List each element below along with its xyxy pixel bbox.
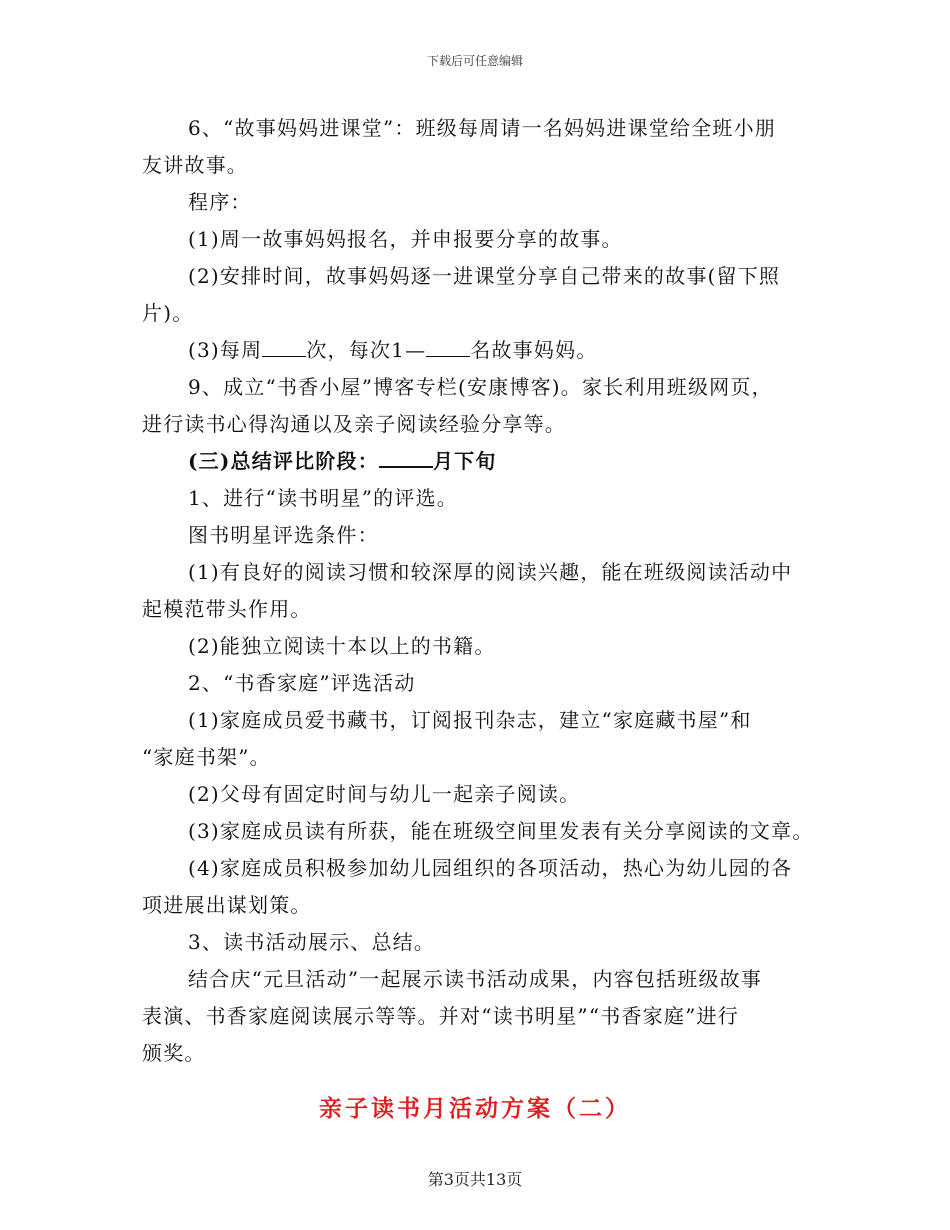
- paragraph-line: 图书明星评选条件：: [188, 523, 379, 547]
- paragraph-line: 起模范带头作用。: [142, 597, 312, 621]
- stage-heading-label: (三)总结评比阶段：: [188, 449, 379, 473]
- paragraph-line: 3、读书活动展示、总结。: [188, 930, 436, 954]
- page-number-footer: 第3页共13页: [427, 1170, 523, 1189]
- fill-in-blank: [379, 446, 433, 468]
- paragraph-line: 1、进行“读书明星”的评选。: [188, 486, 458, 510]
- paragraph-line: 表演、书香家庭阅读展示等等。并对“读书明星”“书香家庭”进行: [142, 1004, 739, 1028]
- paragraph-line: (3)家庭成员读有所获，能在班级空间里发表有关分享阅读的文章。: [188, 819, 814, 843]
- paragraph-line: (1)有良好的阅读习惯和较深厚的阅读兴趣，能在班级阅读活动中: [188, 560, 793, 584]
- page-header-note: 下载后可任意编辑: [426, 54, 523, 68]
- paragraph-line: “家庭书架”。: [142, 745, 271, 769]
- paragraph-line: 片)。: [142, 301, 194, 325]
- fill-in-blank: [426, 336, 470, 357]
- text-fragment: 名故事妈妈。: [470, 338, 598, 362]
- stage-heading: [142, 443, 807, 480]
- paragraph-line: (1)家庭成员爱书藏书，订阅报刊杂志，建立“家庭藏书屋”和: [188, 708, 752, 732]
- document-body: [142, 110, 814, 1072]
- paragraph-line: 6、“故事妈妈进课堂”：班级每周请一名妈妈进课堂给全班小朋: [188, 116, 776, 140]
- stage-heading-suffix: 月下旬: [432, 449, 497, 473]
- paragraph-line: 友讲故事。: [142, 153, 248, 177]
- text-fragment: 次，每次1—: [306, 338, 427, 362]
- paragraph-line: 进行读书心得沟通以及亲子阅读经验分享等。: [142, 412, 566, 436]
- section-title: 亲子读书月活动方案（二）: [319, 1096, 631, 1122]
- paragraph-line: (2)安排时间，故事妈妈逐一进课堂分享自己带来的故事(留下照: [188, 264, 781, 288]
- paragraph-line: (2)父母有固定时间与幼儿一起亲子阅读。: [188, 782, 581, 806]
- paragraph-line: (1)周一故事妈妈报名，并申报要分享的故事。: [188, 227, 623, 251]
- paragraph-line: 颁奖。: [142, 1041, 206, 1065]
- paragraph-line: 结合庆“元旦活动”一起展示读书活动成果，内容包括班级故事: [188, 967, 763, 991]
- paragraph-line: (2)能独立阅读十本以上的书籍。: [188, 634, 496, 658]
- paragraph-line: 程序：: [188, 190, 252, 214]
- paragraph-line: (4)家庭成员积极参加幼儿园组织的各项活动，热心为幼儿园的各: [188, 856, 793, 880]
- paragraph-line: 项进展出谋划策。: [142, 893, 312, 917]
- text-fragment: (3)每周: [188, 338, 263, 362]
- paragraph-line: 9、成立“书香小屋”博客专栏(安康博客)。家长利用班级网页，: [188, 375, 773, 399]
- paragraph-line-with-blanks: [142, 332, 807, 369]
- paragraph-line: 2、“书香家庭”评选活动: [188, 671, 416, 695]
- fill-in-blank: [262, 336, 306, 357]
